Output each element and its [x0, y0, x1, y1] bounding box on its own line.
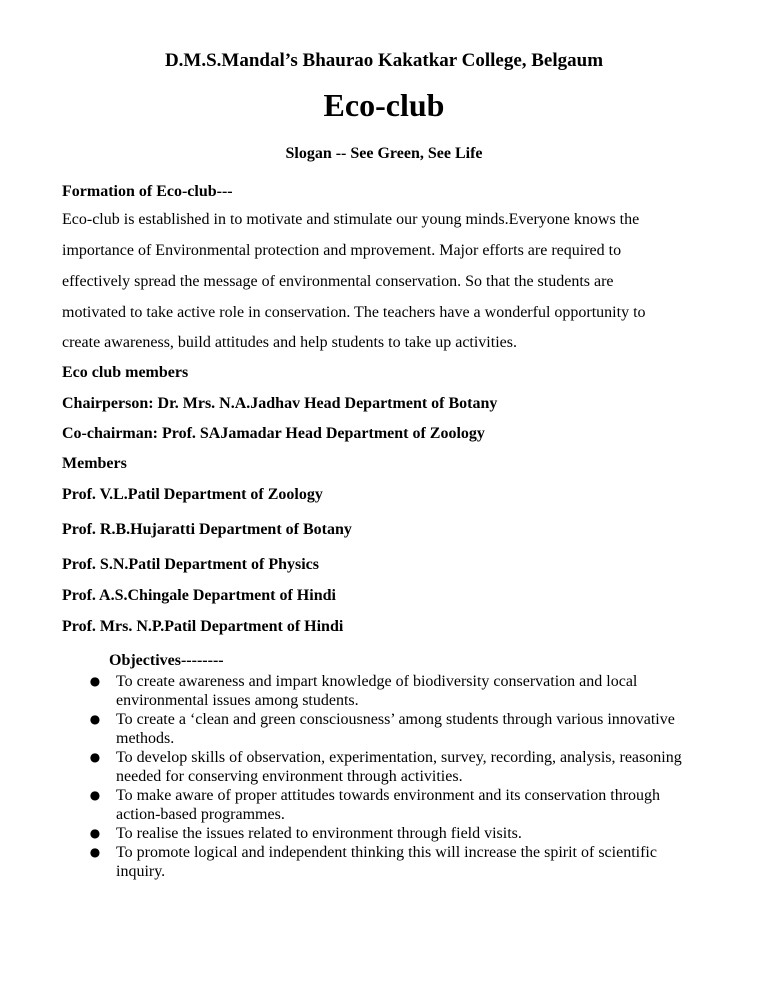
bullet-dot-icon: ● [89, 788, 101, 802]
bullet-dot-icon: ● [89, 712, 101, 726]
objective-item [88, 710, 708, 748]
bullet-dot-icon: ● [89, 750, 101, 764]
member-item: Prof. S.N.Patil Department of Physics [62, 556, 319, 573]
bullet-dot-icon: ● [89, 674, 101, 688]
objective-item [88, 843, 708, 881]
objective-text: To make aware of proper attitudes towards environment and its conservation through action-based programmes. [116, 787, 661, 823]
member-item: Prof. V.L.Patil Department of Zoology [62, 486, 323, 503]
objective-item [88, 748, 708, 786]
formation-line: effectively spread the message of environmental conservation. So that the students are [62, 273, 614, 290]
objective-item [88, 672, 708, 710]
slogan: Slogan -- See Green, See Life [285, 145, 483, 162]
objective-item [88, 786, 708, 824]
member-item: Prof. A.S.Chingale Department of Hindi [62, 587, 336, 604]
college-name: D.M.S.Mandal’s Bhaurao Kakatkar College, Belgaum [164, 50, 604, 71]
objective-text: To create awareness and impart knowledge of biodiversity conservation and local environmental issues among students. [116, 673, 638, 709]
objective-text: To promote logical and independent thinking this will increase the spirit of scientific inquiry. [116, 844, 657, 880]
members-label: Members [62, 455, 127, 472]
page-title: Eco-club [323, 87, 445, 123]
member-item: Prof. Mrs. N.P.Patil Department of Hindi [62, 618, 344, 635]
member-item: Prof. R.B.Hujaratti Department of Botany [62, 521, 352, 538]
chairperson: Chairperson: Dr. Mrs. N.A.Jadhav Head Department of Botany [62, 395, 498, 412]
objective-text: To create a ‘clean and green consciousness’ among students through various innovative methods. [116, 711, 675, 747]
formation-line: importance of Environmental protection and mprovement. Major efforts are required to [62, 242, 622, 259]
formation-line: motivated to take active role in conservation. The teachers have a wonderful opportunity to [62, 304, 646, 321]
bullet-dot-icon: ● [89, 845, 101, 859]
objective-text: To realise the issues related to environment through field visits. [116, 825, 522, 842]
bullet-dot-icon: ● [89, 826, 101, 840]
objective-item [88, 824, 708, 843]
formation-line: create awareness, build attitudes and help students to take up activities. [62, 334, 517, 351]
formation-heading: Formation of Eco-club--- [62, 183, 233, 200]
objective-text: To develop skills of observation, experimentation, survey, recording, analysis, reasoning needed for conserving environment through activities. [116, 749, 682, 785]
formation-line: Eco-club is established in to motivate and stimulate our young minds.Everyone knows the [62, 211, 640, 228]
members-heading: Eco club members [62, 364, 189, 381]
objectives-heading: Objectives-------- [109, 652, 224, 669]
co-chairman: Co-chairman: Prof. SAJamadar Head Department of Zoology [62, 425, 485, 442]
objectives-list [88, 672, 708, 881]
